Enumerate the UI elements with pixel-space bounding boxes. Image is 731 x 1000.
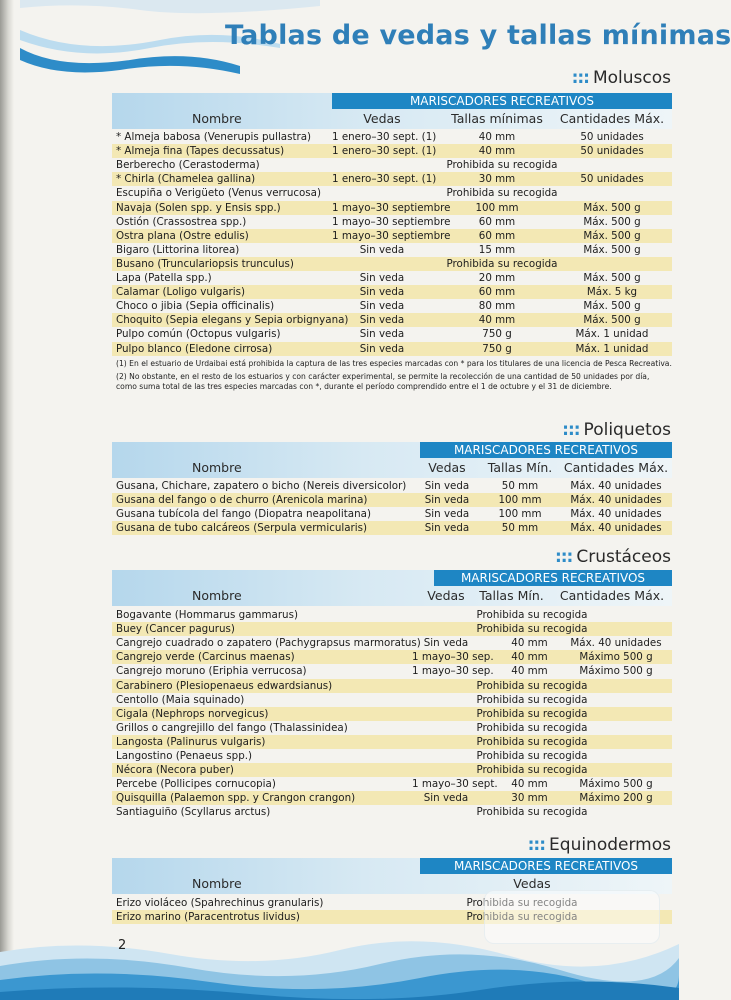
- table-row: [112, 479, 672, 493]
- section-title-crustaceos: [555, 547, 671, 567]
- table-cell: Máx. 500 g: [583, 272, 641, 284]
- table-cell: 1 mayo–30 septiembre: [332, 229, 451, 242]
- table-cell: 1 mayo–30 septiembre: [332, 215, 451, 228]
- column-header: Vedas: [427, 588, 465, 603]
- table-cell: Máx. 40 unidades: [570, 508, 662, 521]
- table-cell: Navaja (Solen spp. y Ensis spp.): [116, 201, 281, 214]
- table-cell: Escupiña o Verigüeto (Venus verrucosa): [116, 187, 321, 200]
- table-row: [112, 777, 672, 791]
- table-row: [112, 313, 672, 327]
- table-row: [112, 608, 672, 622]
- table-cell: 1 enero–30 sept. (1): [332, 145, 437, 158]
- banner-mariscadores: MARISCADORES RECREATIVOS: [434, 570, 672, 586]
- table-cell: 1 mayo–30 septiembre: [332, 201, 451, 214]
- table-cell: 1 mayo–30 sep.: [412, 665, 494, 678]
- table-cell: 1 mayo–30 sept.: [412, 778, 498, 791]
- table-row: [112, 285, 672, 299]
- table-cell: Máx. 40 unidades: [570, 637, 662, 650]
- table-cell: Prohibida su recogida: [446, 159, 558, 172]
- table-cell: 100 mm: [498, 508, 542, 521]
- table-cell: 50 mm: [501, 480, 539, 492]
- column-header: Tallas mínimas: [451, 111, 543, 126]
- table-row: [112, 186, 672, 200]
- table-cell: Prohibida su recogida: [446, 187, 558, 200]
- table-cell: Choco o jibia (Sepia officinalis): [116, 300, 275, 313]
- table-row: [112, 805, 672, 819]
- table-cell: Máximo 500 g: [579, 651, 653, 664]
- table-cell: Prohibida su recogida: [476, 693, 588, 706]
- table-cell: 100 mm: [475, 201, 519, 214]
- table-cell: * Almeja babosa (Venerupis pullastra): [116, 131, 312, 143]
- table-row: [112, 749, 672, 763]
- dots-icon: :::: [527, 835, 546, 855]
- table-cell: Sin veda: [424, 522, 470, 535]
- table-row: [112, 679, 672, 693]
- table-cell: Sin veda: [423, 637, 469, 650]
- table-cell: 50 mm: [501, 522, 539, 535]
- table-row: [112, 299, 672, 313]
- moluscos-table: [112, 93, 672, 355]
- table-cell: Prohibida su recogida: [476, 750, 588, 762]
- table-cell: Gusana de tubo calcáreos (Serpula vermicularis): [116, 522, 368, 535]
- table-cell: 30 mm: [511, 792, 548, 805]
- table-cell: Cangrejo moruno (Eriphia verrucosa): [116, 665, 307, 678]
- table-cell: Calamar (Loligo vulgaris): [116, 286, 246, 299]
- table-cell: Sin veda: [423, 792, 469, 805]
- banner-mariscadores: MARISCADORES RECREATIVOS: [332, 93, 672, 109]
- table-cell: Sin veda: [359, 272, 405, 284]
- column-header: Vedas: [363, 111, 401, 126]
- table-row: [112, 707, 672, 721]
- table-cell: 60 mm: [478, 229, 516, 242]
- table-cell: Lapa (Patella spp.): [116, 272, 212, 284]
- table-cell: Nécora (Necora puber): [116, 764, 234, 777]
- column-header: Vedas: [428, 460, 466, 475]
- column-header: Nombre: [192, 588, 242, 603]
- table-cell: Máx. 1 unidad: [575, 328, 649, 341]
- table-row: [112, 650, 672, 664]
- table-cell: Sin veda: [359, 300, 405, 313]
- table-row: [112, 327, 672, 341]
- table-row: [112, 243, 672, 257]
- table-cell: Sin veda: [424, 508, 470, 521]
- table-cell: * Chirla (Chamelea gallina): [116, 173, 256, 186]
- table-row: [112, 735, 672, 749]
- table-cell: Santiaguiño (Scyllarus arctus): [116, 806, 271, 819]
- table-cell: 1 enero–30 sept. (1): [332, 173, 437, 186]
- table-cell: Prohibida su recogida: [476, 707, 588, 720]
- table-cell: Máx. 500 g: [583, 300, 641, 313]
- table-cell: Sin veda: [359, 328, 405, 341]
- table-cell: Erizo marino (Paracentrotus lividus): [116, 911, 300, 924]
- table-cell: Centollo (Maia squinado): [116, 693, 245, 706]
- table-cell: 40 mm: [511, 651, 548, 664]
- table-cell: Máx. 500 g: [583, 201, 641, 214]
- table-cell: Sin veda: [424, 480, 470, 492]
- table-row: [112, 130, 672, 144]
- table-cell: Sin veda: [424, 494, 470, 507]
- table-cell: Máx. 500 g: [583, 243, 641, 256]
- table-cell: 20 mm: [478, 272, 516, 284]
- table-cell: Ostra plana (Ostre edulis): [116, 229, 249, 242]
- table-cell: Bigaro (Littorina litorea): [116, 243, 240, 256]
- table-cell: Langostino (Penaeus spp.): [116, 750, 253, 762]
- table-cell: Máx. 40 unidades: [570, 494, 662, 507]
- table-row: [112, 201, 672, 215]
- section-title-text: Equinodermos: [549, 835, 671, 855]
- table-cell: Choquito (Sepia elegans y Sepia orbignyana): [116, 314, 349, 327]
- bottom-wave-decoration: [0, 930, 679, 1000]
- table-cell: 40 mm: [478, 131, 516, 143]
- table-cell: Cangrejo cuadrado o zapatero (Pachygrapsus marmoratus): [116, 637, 421, 650]
- table-cell: Máx. 500 g: [583, 314, 641, 327]
- table-cell: Sin veda: [359, 314, 405, 327]
- table-cell: * Almeja fina (Tapes decussatus): [116, 145, 285, 158]
- table-cell: Pulpo común (Octopus vulgaris): [116, 328, 281, 341]
- moluscos-notes: [116, 359, 672, 395]
- table-cell: Sin veda: [359, 286, 405, 299]
- column-header: Cantidades Máx.: [563, 460, 669, 475]
- table-row: [112, 521, 672, 535]
- note-2: (2) No obstante, en el resto de los estuarios y con carácter experimental, se permite la recolección de una cantidad de 50 unidades por día, como suma total de las tres especies marcadas con *, durante el período comprendido entre el 1 de octubre y el 31 de diciembre.: [116, 371, 650, 391]
- table-cell: Máx. 5 kg: [586, 286, 638, 299]
- table-cell: Máximo 500 g: [579, 665, 653, 678]
- column-header: Nombre: [192, 111, 242, 126]
- table-cell: 100 mm: [498, 494, 542, 507]
- table-cell: Máx. 1 unidad: [575, 342, 649, 355]
- section-title-moluscos: [572, 68, 671, 88]
- table-cell: Cigala (Nephrops norvegicus): [116, 707, 269, 720]
- table-cell: Sin veda: [359, 243, 405, 256]
- table-cell: 40 mm: [511, 665, 548, 678]
- table-cell: Buey (Cancer pagurus): [116, 623, 235, 636]
- table-cell: Gusana del fango o de churro (Arenicola marina): [116, 494, 368, 507]
- table-cell: Prohibida su recogida: [476, 623, 588, 636]
- table-cell: Máx. 500 g: [583, 215, 641, 228]
- section-title-equinodermos: [528, 835, 671, 855]
- table-cell: Erizo violáceo (Spahrechinus granularis): [116, 897, 324, 909]
- table-cell: Máx. 40 unidades: [570, 522, 662, 535]
- table-row: [112, 721, 672, 735]
- table-cell: Langosta (Palinurus vulgaris): [116, 735, 266, 748]
- page-binding-shadow: [0, 0, 14, 1000]
- table-cell: Ostión (Crassostrea spp.): [116, 215, 247, 228]
- section-title-text: Poliquetos: [583, 420, 671, 440]
- table-row: [112, 693, 672, 707]
- table-row: [112, 271, 672, 285]
- dots-icon: :::: [571, 68, 589, 88]
- table-cell: Sin veda: [359, 342, 405, 355]
- table-cell: Máximo 500 g: [579, 778, 653, 791]
- table-cell: Prohibida su recogida: [466, 897, 578, 909]
- table-cell: Berberecho (Cerastoderma): [116, 159, 260, 172]
- table-cell: Gusana tubícola del fango (Diopatra neapolitana): [116, 508, 371, 521]
- table-cell: Percebe (Pollicipes cornucopia): [116, 778, 276, 791]
- column-header: Tallas Mín.: [479, 588, 544, 603]
- table-row: [112, 158, 672, 172]
- section-title-text: Moluscos: [592, 68, 671, 88]
- dots-icon: :::: [562, 420, 580, 440]
- table-row: [112, 172, 672, 186]
- banner-mariscadores: MARISCADORES RECREATIVOS: [420, 442, 672, 458]
- crustaceos-table: [112, 570, 672, 830]
- table-cell: 40 mm: [478, 314, 516, 327]
- table-cell: Quisquilla (Palaemon spp. y Crangon crangon): [116, 792, 356, 805]
- table-cell: Máximo 200 g: [579, 792, 653, 805]
- table-cell: Grillos o cangrejillo del fango (Thalassinidea): [116, 721, 348, 734]
- table-row: [112, 636, 672, 650]
- column-header: Cantidades Máx.: [559, 588, 665, 603]
- table-row: [112, 664, 672, 678]
- table-row: [112, 622, 672, 636]
- table-cell: 40 mm: [511, 637, 548, 650]
- table-row: [112, 507, 672, 521]
- table-cell: Prohibida su recogida: [476, 679, 588, 692]
- table-cell: 750 g: [482, 342, 512, 355]
- table-cell: Gusana, Chichare, zapatero o bicho (Nereis diversicolor): [116, 480, 407, 492]
- page-number: 2: [118, 938, 127, 953]
- column-header: Cantidades Máx.: [559, 111, 665, 126]
- table-cell: Máx. 40 unidades: [570, 480, 662, 492]
- column-header: Nombre: [192, 876, 242, 891]
- table-row: [112, 493, 672, 507]
- table-cell: Prohibida su recogida: [476, 609, 588, 621]
- table-cell: Busano (Trunculariopsis trunculus): [116, 257, 294, 270]
- table-cell: Prohibida su recogida: [466, 911, 578, 924]
- table-cell: 40 mm: [478, 145, 516, 158]
- table-cell: Prohibida su recogida: [476, 764, 588, 777]
- table-row: [112, 229, 672, 243]
- table-row: [112, 215, 672, 229]
- table-cell: 60 mm: [478, 215, 516, 228]
- table-cell: 1 mayo–30 sep.: [412, 651, 494, 664]
- table-cell: 50 unidades: [580, 131, 644, 143]
- table-cell: 15 mm: [478, 243, 516, 256]
- poliquetos-table: [112, 442, 672, 542]
- table-cell: 60 mm: [478, 286, 516, 299]
- note-1: (1) En el estuario de Urdaibai está prohibida la captura de las tres especies marcadas con * para los titulares de una licencia de Pesca Recreativa.: [116, 359, 672, 368]
- section-title-text: Crustáceos: [576, 547, 671, 567]
- table-row: [112, 257, 672, 271]
- banner-mariscadores: MARISCADORES RECREATIVOS: [420, 858, 672, 874]
- table-cell: 1 enero–30 sept. (1): [332, 131, 437, 143]
- table-cell: 80 mm: [478, 300, 516, 313]
- table-cell: Prohibida su recogida: [446, 257, 558, 270]
- column-header: Tallas Mín.: [487, 460, 553, 475]
- page-title: Tablas de vedas y tallas mínimas: [225, 20, 731, 51]
- table-cell: 40 mm: [511, 778, 548, 791]
- table-cell: Bogavante (Hommarus gammarus): [116, 609, 298, 621]
- table-cell: 750 g: [482, 328, 512, 341]
- table-cell: Prohibida su recogida: [476, 721, 588, 734]
- table-cell: Prohibida su recogida: [476, 735, 588, 748]
- table-row: [112, 144, 672, 158]
- column-header: Vedas: [513, 876, 551, 891]
- dots-icon: :::: [554, 547, 573, 567]
- table-cell: 50 unidades: [580, 173, 644, 186]
- table-row: [112, 791, 672, 805]
- table-cell: Cangrejo verde (Carcinus maenas): [116, 651, 295, 664]
- column-header: Nombre: [192, 460, 242, 475]
- table-cell: 50 unidades: [580, 145, 644, 158]
- table-row: [112, 342, 672, 356]
- table-cell: Carabinero (Plesiopenaeus edwardsianus): [116, 679, 333, 692]
- table-cell: Máx. 500 g: [583, 229, 641, 242]
- table-cell: Pulpo blanco (Eledone cirrosa): [116, 342, 273, 355]
- table-cell: Prohibida su recogida: [476, 806, 588, 819]
- table-cell: 30 mm: [478, 173, 516, 186]
- table-row: [112, 763, 672, 777]
- section-title-poliquetos: [562, 420, 671, 440]
